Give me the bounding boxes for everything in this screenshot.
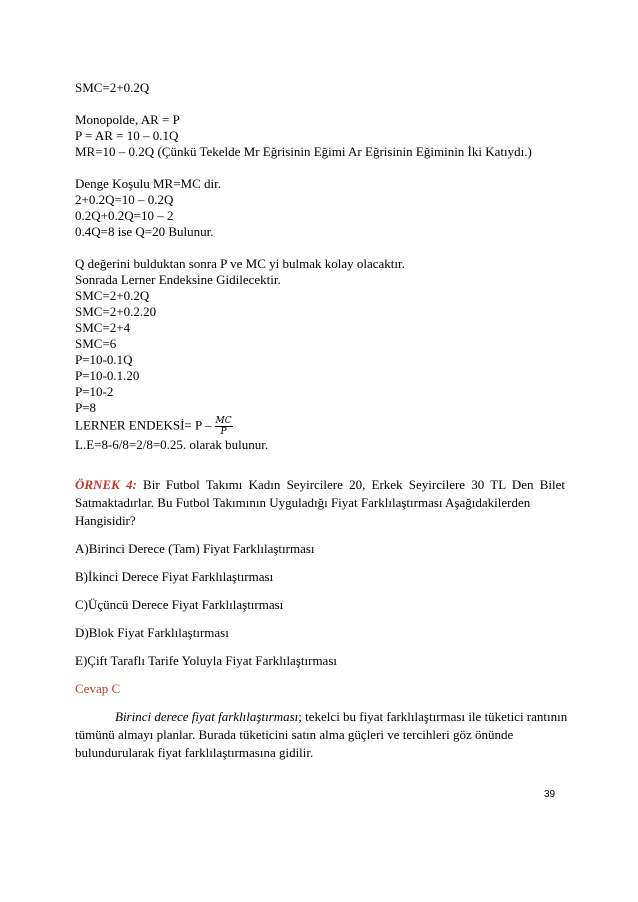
example-question-line-1	[75, 477, 565, 493]
smc-equation: SMC=2+0.2Q	[75, 80, 150, 95]
lerner-index-formula	[75, 416, 565, 437]
calc-line-6: SMC=6	[75, 336, 117, 351]
option-c: C)Üçüncü Derece Fiyat Farklılaştırması	[75, 597, 284, 612]
example-label: ÖRNEK 4:	[75, 477, 137, 492]
explanation-line-2: tümünü almayı planlar. Burada tüketicini satın alma güçleri ve tercihleri göz önünde	[75, 727, 514, 742]
calc-line-10: P=8	[75, 400, 97, 415]
mr-equation: MR=10 – 0.2Q (Çünkü Tekelde Mr Eğrisinin Eğimi Ar Eğrisinin Eğiminin İki Katıydı.)	[75, 144, 532, 159]
lerner-prefix: LERNER ENDEKSİ= P –	[75, 417, 212, 433]
equilibrium-step-2: 0.2Q+0.2Q=10 – 2	[75, 208, 174, 223]
explanation-italic-term: Birinci derece fiyat farklılaştırması	[115, 709, 299, 724]
calc-line-3: SMC=2+0.2Q	[75, 288, 150, 303]
explanation-text-1: ; tekelci bu fiyat farklılaştırması ile tüketici rantının	[298, 709, 568, 724]
calc-line-4: SMC=2+0.2.20	[75, 304, 157, 319]
document-page	[75, 80, 568, 761]
monopoly-line: Monopolde, AR = P	[75, 112, 180, 127]
calc-line-5: SMC=2+4	[75, 320, 131, 335]
lerner-index-result: L.E=8-6/8=2/8=0.25. olarak bulunur.	[75, 437, 269, 452]
calc-line-9: P=10-2	[75, 384, 114, 399]
calc-line-7: P=10-0.1Q	[75, 352, 133, 367]
option-e: E)Çift Taraflı Tarife Yoluyla Fiyat Farklılaştırması	[75, 653, 337, 668]
page-number: 39	[544, 789, 556, 800]
example-question-text-1: Bir Futbol Takımı Kadın Seyircilere 20, Erkek Seyircilere 30 TL Den Bilet	[143, 477, 565, 492]
equilibrium-condition: Denge Koşulu MR=MC dir.	[75, 176, 222, 191]
equilibrium-step-1: 2+0.2Q=10 – 0.2Q	[75, 192, 174, 207]
example-question-line-3: Hangisidir?	[75, 513, 136, 528]
fraction-numerator: MC	[215, 416, 232, 426]
calc-line-2: Sonrada Lerner Endeksine Gidilecektir.	[75, 272, 281, 287]
option-b: B)İkinci Derece Fiyat Farklılaştırması	[75, 569, 274, 584]
option-d: D)Blok Fiyat Farklılaştırması	[75, 625, 229, 640]
calc-line-1: Q değerini bulduktan sonra P ve MC yi bulmak kolay olacaktır.	[75, 256, 405, 271]
calc-line-8: P=10-0.1.20	[75, 368, 140, 383]
example-question-line-2: Satmaktadırlar. Bu Futbol Takımının Uyguladığı Fiyat Farklılaştırması Aşağıdakilerden	[75, 495, 531, 510]
option-a: A)Birinci Derece (Tam) Fiyat Farklılaştırması	[75, 541, 315, 556]
price-equation: P = AR = 10 – 0.1Q	[75, 128, 179, 143]
explanation-line-1	[75, 709, 568, 725]
fraction-denominator: P	[220, 427, 227, 437]
answer-line: Cevap C	[75, 681, 121, 696]
explanation-line-3: bulundurularak fiyat farklılaştırmasına gidilir.	[75, 745, 314, 760]
mc-over-p-fraction	[215, 416, 233, 437]
equilibrium-step-3: 0.4Q=8 ise Q=20 Bulunur.	[75, 224, 214, 239]
